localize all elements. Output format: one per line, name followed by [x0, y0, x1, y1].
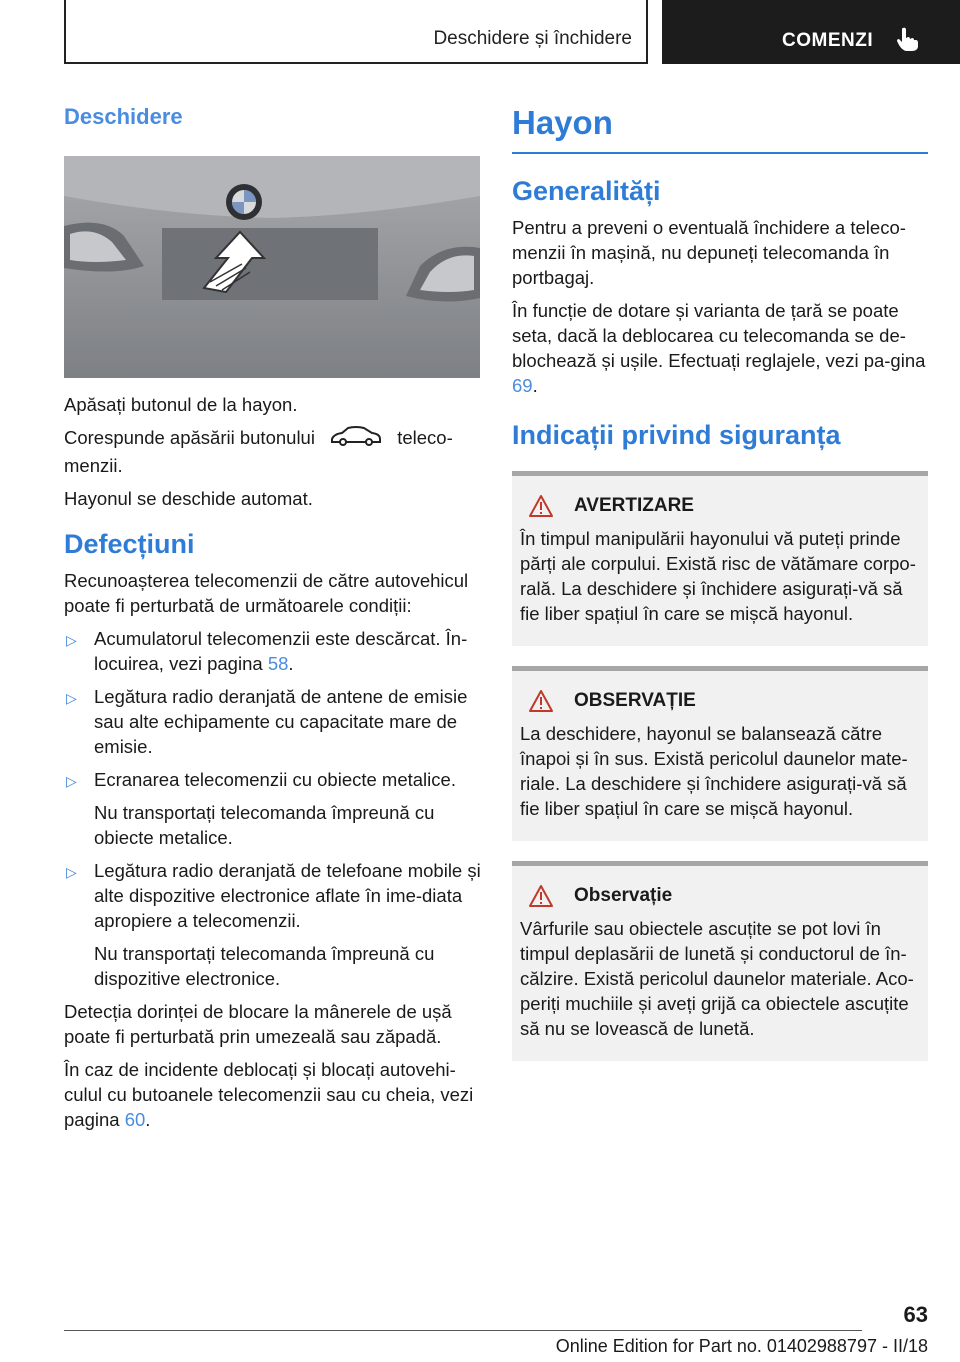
triangle-bullet-icon: ▷ [66, 864, 77, 881]
callout-header [528, 494, 920, 518]
callout-title: OBSERVAȚIE [574, 690, 696, 711]
paragraph-general-1: Pentru a preveni o eventuală închidere a teleco-menzii în mașină, nu depuneți telecomanda în portbagaj. [512, 217, 906, 288]
remote-text-after: teleco-menzii. [64, 427, 453, 477]
header-section-title: Deschidere și închidere [433, 28, 632, 49]
paragraph-remote-equivalent [64, 425, 482, 478]
incidents-text: În caz de incidente deblocați și blocați autovehi-culul cu butoanele telecomenzii sau cu cheia, vezi pagina [64, 1059, 474, 1131]
general-2-end: . [532, 375, 538, 396]
faults-list [64, 626, 482, 991]
triangle-bullet-icon: ▷ [66, 632, 77, 649]
header-chapter-label: COMENZI [782, 30, 874, 51]
paragraph-incidents [64, 1057, 482, 1132]
list-item-text: Legătura radio deranjată de telefoane mobile și alte dispozitive electronice aflate în ime-diata apropiere a telecomenzii. [94, 860, 481, 932]
incidents-end: . [145, 1109, 151, 1131]
heading-deschidere: Deschidere [64, 104, 183, 129]
callout-title: AVERTIZARE [574, 495, 694, 516]
list-item-text: Ecranarea telecomenzii cu obiecte metalice. [94, 769, 456, 791]
callout-observatie [512, 861, 928, 1061]
warning-triangle-icon [528, 884, 554, 908]
callout-header [528, 689, 920, 713]
page-title-hayon: Hayon [512, 104, 928, 154]
pointing-hand-icon [894, 26, 920, 57]
list-item-subtext: Nu transportați telecomanda împreună cu dispozitive electronice. [94, 943, 435, 990]
list-item-text: Acumulatorul telecomenzii este descărcat. În-locuirea, vezi pagina [94, 628, 468, 675]
triangle-bullet-icon: ▷ [66, 773, 77, 790]
callout-avertizare [512, 471, 928, 646]
list-item [64, 767, 482, 850]
list-item [64, 684, 482, 759]
remote-text-before: Corespunde apăsării butonului [64, 427, 315, 448]
page-link-60[interactable]: 60 [124, 1109, 146, 1131]
paragraph-lock-detection: Detecția dorinței de blocare la mânerele de ușă poate fi perturbată prin umezeală sau zăpadă. [64, 1001, 452, 1048]
left-column [64, 96, 482, 1140]
callout-text: La deschidere, hayonul se balansează către înapoi și în sus. Există pericolul daunelor mate-riale. La deschidere și închidere asigurați-vă să fie liber spațiul în care se mișcă hayonul. [520, 723, 908, 819]
heading-generalitati: Generalități [512, 176, 661, 206]
paragraph-press-button: Apăsați butonul de la hayon. [64, 394, 298, 415]
list-item [64, 858, 482, 991]
header-section-box [64, 0, 648, 64]
paragraph-general-2 [512, 298, 928, 398]
list-item-end: . [288, 653, 294, 675]
right-column [512, 96, 928, 1061]
footer-edition: Online Edition for Part no. 01402988797 - II/18 [555, 1336, 928, 1356]
page-number: 63 [903, 1302, 928, 1327]
warning-triangle-icon [528, 689, 554, 713]
bmw-tailgate-illustration [64, 156, 480, 378]
list-item-text: Legătura radio deranjată de antene de emisie sau alte echipamente cu capacitate mare de emisie. [94, 686, 468, 758]
list-item-subtext: Nu transportați telecomanda împreună cu obiecte metalice. [94, 802, 435, 849]
tailgate-figure [64, 156, 480, 378]
heading-defectiuni: Defecțiuni [64, 529, 195, 560]
callout-title: Observație [574, 885, 673, 906]
warning-triangle-icon [528, 494, 554, 518]
page-link-58[interactable]: 58 [267, 653, 289, 675]
callout-text: Vârfurile sau obiectele ascuțite se pot lovi în timpul deplasării de lunetă și conductorul de în-călzire. Există pericolul daunelor materiale. Aco-periți muchiile și aveți grijă ca obiectele ascuțite să nu se lovească de lunetă. [520, 918, 914, 1039]
callout-header [528, 884, 920, 908]
triangle-bullet-icon: ▷ [66, 690, 77, 707]
callout-text: În timpul manipulării hayonului vă puteți prinde părți ale corpului. Există risc de vătămare corpo-rală. La deschidere și închidere asigurați-vă să fie liber spațiul în care se mișcă hayonul. [520, 528, 916, 624]
header-chapter-tab[interactable] [662, 0, 960, 64]
general-2-text: În funcție de dotare și varianta de țară se poate seta, dacă la deblocarea cu telecomanda se de-blochează și ușile. Efectuați reglajele, vezi pa-gina [512, 300, 926, 371]
heading-indicatii-siguranta: Indicații privind siguranța [512, 420, 841, 450]
paragraph-faults-intro: Recunoașterea telecomenzii de către autovehicul poate fi perturbată de următoarele condiții: [64, 570, 469, 617]
callout-observatie-upper [512, 666, 928, 841]
list-item [64, 626, 482, 676]
page-link-69[interactable]: 69 [512, 375, 533, 396]
car-key-remote-icon [330, 425, 382, 453]
footer-divider [64, 1330, 862, 1331]
paragraph-opens-automatically: Hayonul se deschide automat. [64, 488, 313, 510]
